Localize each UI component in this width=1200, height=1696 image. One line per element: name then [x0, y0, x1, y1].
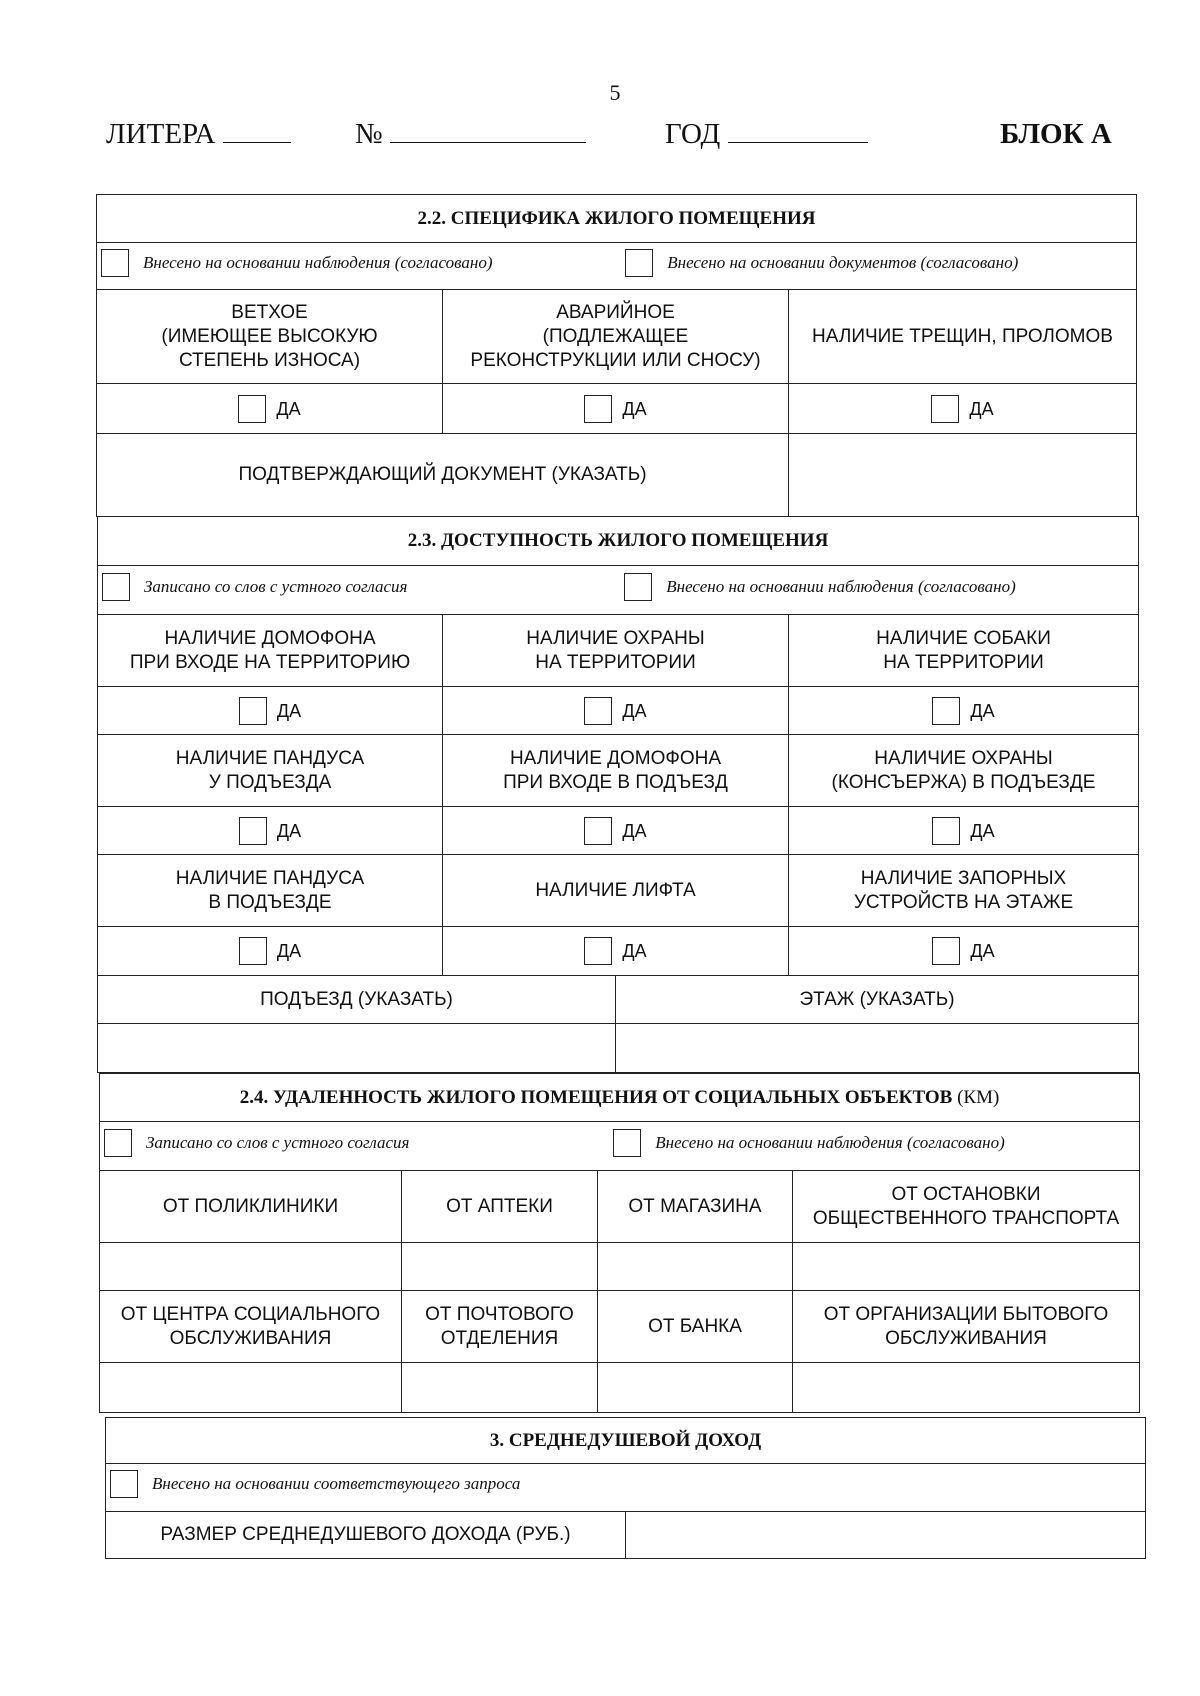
checkbox-request[interactable] [110, 1470, 138, 1498]
input-post-office[interactable] [402, 1363, 598, 1413]
yes-dog-territory [789, 687, 1139, 735]
section-3-notes [106, 1464, 1146, 1512]
label-shop: ОТ МАГАЗИНА [598, 1171, 793, 1243]
input-consumer-services[interactable] [793, 1363, 1140, 1413]
label-elevator: НАЛИЧИЕ ЛИФТА [443, 855, 789, 927]
label-security-territory: НАЛИЧИЕ ОХРАНЫ НА ТЕРРИТОРИИ [443, 615, 789, 687]
section-2-4-notes [100, 1122, 1140, 1171]
year-blank[interactable] [728, 118, 868, 143]
input-income[interactable] [626, 1512, 1146, 1559]
label-intercom-entrance: НАЛИЧИЕ ДОМОФОНА ПРИ ВХОДЕ В ПОДЪЕЗД [443, 735, 789, 807]
section-3 [105, 1417, 1145, 1559]
note-request: Внесено на основании соответствующего запроса [152, 1474, 521, 1493]
checkbox[interactable] [239, 937, 267, 965]
checkbox-observation[interactable] [624, 573, 652, 601]
yes-security-territory [443, 687, 789, 735]
checkbox-oral-consent[interactable] [102, 573, 130, 601]
note-observation: Внесено на основании наблюдения (согласовано) [666, 576, 1016, 596]
checkbox[interactable] [584, 395, 612, 423]
input-clinic[interactable] [100, 1243, 402, 1291]
checkbox-observation[interactable] [101, 249, 129, 277]
checkbox[interactable] [239, 697, 267, 725]
input-shop[interactable] [598, 1243, 793, 1291]
yes-floor-locks [789, 927, 1139, 976]
block-label: БЛОК А [1000, 118, 1112, 150]
number-label: № [355, 118, 383, 150]
checkbox-observation[interactable] [613, 1129, 641, 1157]
label-post-office: ОТ ПОЧТОВОГО ОТДЕЛЕНИЯ [402, 1291, 598, 1363]
label-entrance-number: ПОДЪЕЗД (УКАЗАТЬ) [98, 976, 616, 1024]
checkbox[interactable] [931, 395, 959, 423]
input-social-center[interactable] [100, 1363, 402, 1413]
yes-label: ДА [622, 941, 647, 961]
label-floor-number: ЭТАЖ (УКАЗАТЬ) [616, 976, 1139, 1024]
page-number: 5 [609, 80, 621, 105]
checkbox[interactable] [932, 937, 960, 965]
yes-concierge [789, 807, 1139, 855]
label-consumer-services: ОТ ОРГАНИЗАЦИИ БЫТОВОГО ОБСЛУЖИВАНИЯ [793, 1291, 1140, 1363]
yes-label: ДА [970, 700, 995, 721]
yes-label: ДА [622, 700, 647, 721]
section-2-4-title-text: 2.4. УДАЛЕННОСТЬ ЖИЛОГО ПОМЕЩЕНИЯ ОТ СОЦИАЛЬНЫХ ОБЪЕКТОВ [239, 1086, 953, 1108]
yes-intercom-entrance [443, 807, 789, 855]
note-documents: Внесено на основании документов (согласовано) [667, 252, 1019, 272]
yes-label: ДА [622, 820, 647, 841]
section-2-2-notes [97, 243, 1137, 290]
yes-intercom-territory [98, 687, 443, 735]
label-confirming-document: ПОДТВЕРЖДАЮЩИЙ ДОКУМЕНТ (УКАЗАТЬ) [97, 434, 789, 517]
section-2-4-title-unit: (КМ) [957, 1086, 1000, 1108]
input-confirming-document[interactable] [789, 434, 1137, 517]
yes-label: ДА [276, 398, 301, 419]
label-dog-territory: НАЛИЧИЕ СОБАКИ НА ТЕРРИТОРИИ [789, 615, 1139, 687]
yes-cracks [789, 384, 1137, 434]
input-bank[interactable] [598, 1363, 793, 1413]
section-2-3-notes [98, 566, 1139, 615]
yes-label: ДА [970, 820, 995, 841]
section-2-2-title: 2.2. СПЕЦИФИКА ЖИЛОГО ПОМЕЩЕНИЯ [97, 195, 1137, 243]
section-2-4 [99, 1073, 1139, 1413]
yes-emergency [443, 384, 789, 434]
yes-label: ДА [970, 941, 995, 961]
label-income: РАЗМЕР СРЕДНЕДУШЕВОГО ДОХОДА (РУБ.) [106, 1512, 626, 1559]
litera-label: ЛИТЕРА [106, 118, 216, 150]
yes-label: ДА [276, 700, 302, 721]
year-label: ГОД [665, 118, 721, 150]
year-field [665, 118, 868, 151]
litera-field [106, 118, 291, 151]
label-floor-locks: НАЛИЧИЕ ЗАПОРНЫХ УСТРОЙСТВ НА ЭТАЖЕ [789, 855, 1139, 927]
checkbox[interactable] [584, 817, 612, 845]
checkbox[interactable] [932, 697, 960, 725]
label-transport-stop: ОТ ОСТАНОВКИ ОБЩЕСТВЕННОГО ТРАНСПОРТА [793, 1171, 1140, 1243]
checkbox[interactable] [584, 697, 612, 725]
label-concierge: НАЛИЧИЕ ОХРАНЫ (КОНСЪЕРЖА) В ПОДЪЕЗДЕ [789, 735, 1139, 807]
yes-label: ДА [276, 820, 302, 841]
label-pharmacy: ОТ АПТЕКИ [402, 1171, 598, 1243]
label-social-center: ОТ ЦЕНТРА СОЦИАЛЬНОГО ОБСЛУЖИВАНИЯ [100, 1291, 402, 1363]
note-observation: Внесено на основании наблюдения (согласовано) [655, 1132, 1005, 1152]
yes-label: ДА [969, 398, 994, 419]
note-observation: Внесено на основании наблюдения (согласовано) [143, 252, 493, 272]
label-dilapidated: ВЕТХОЕ (ИМЕЮЩЕЕ ВЫСОКУЮ СТЕПЕНЬ ИЗНОСА) [97, 290, 443, 384]
litera-blank[interactable] [223, 118, 291, 143]
checkbox[interactable] [238, 395, 266, 423]
checkbox[interactable] [932, 817, 960, 845]
section-2-3 [97, 516, 1138, 1073]
input-floor-number[interactable] [616, 1024, 1139, 1073]
checkbox[interactable] [584, 937, 612, 965]
checkbox[interactable] [239, 817, 267, 845]
yes-label: ДА [276, 941, 302, 961]
section-2-3-title: 2.3. ДОСТУПНОСТЬ ЖИЛОГО ПОМЕЩЕНИЯ [98, 517, 1139, 566]
input-entrance-number[interactable] [98, 1024, 616, 1073]
label-cracks: НАЛИЧИЕ ТРЕЩИН, ПРОЛОМОВ [789, 290, 1137, 384]
note-oral-consent: Записано со слов с устного согласия [146, 1132, 410, 1152]
checkbox-documents[interactable] [625, 249, 653, 277]
section-3-title: 3. СРЕДНЕДУШЕВОЙ ДОХОД [106, 1418, 1146, 1464]
yes-dilapidated [97, 384, 443, 434]
note-oral-consent: Записано со слов с устного согласия [144, 576, 408, 596]
label-ramp-entrance: НАЛИЧИЕ ПАНДУСА У ПОДЪЕЗДА [98, 735, 443, 807]
checkbox-oral-consent[interactable] [104, 1129, 132, 1157]
label-intercom-territory: НАЛИЧИЕ ДОМОФОНА ПРИ ВХОДЕ НА ТЕРРИТОРИЮ [98, 615, 443, 687]
input-pharmacy[interactable] [402, 1243, 598, 1291]
yes-ramp-inside [98, 927, 443, 976]
label-emergency: АВАРИЙНОЕ (ПОДЛЕЖАЩЕЕ РЕКОНСТРУКЦИИ ИЛИ СНОСУ) [443, 290, 789, 384]
section-2-2 [96, 194, 1136, 517]
section-2-4-title [100, 1074, 1140, 1122]
yes-ramp-entrance [98, 807, 443, 855]
yes-label: ДА [622, 398, 647, 419]
yes-elevator [443, 927, 789, 976]
number-field [355, 118, 586, 151]
label-ramp-inside: НАЛИЧИЕ ПАНДУСА В ПОДЪЕЗДЕ [98, 855, 443, 927]
input-transport-stop[interactable] [793, 1243, 1140, 1291]
label-bank: ОТ БАНКА [598, 1291, 793, 1363]
label-clinic: ОТ ПОЛИКЛИНИКИ [100, 1171, 402, 1243]
number-blank[interactable] [390, 118, 586, 143]
